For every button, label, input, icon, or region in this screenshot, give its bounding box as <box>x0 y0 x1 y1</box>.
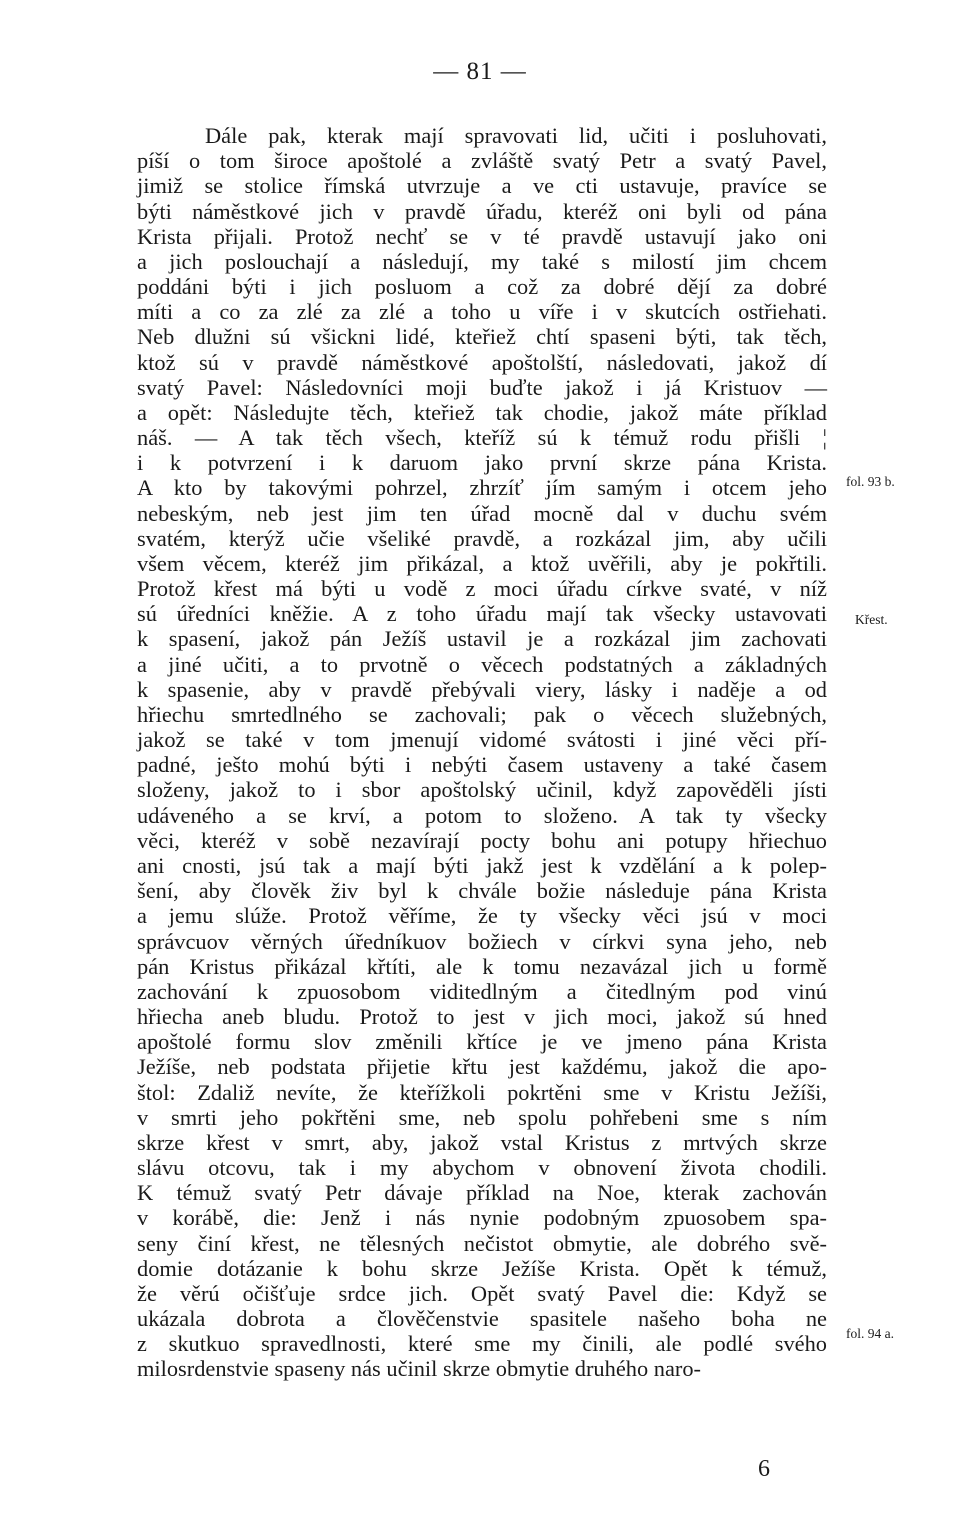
text-line: náš. — A tak těch všech, kteříž sú k témuž rodu přišli ¦ <box>137 425 827 451</box>
text-line: udáveného a se krví, a potom to složeno. A tak ty všecky <box>137 802 827 828</box>
text-line: jimiž se stolice římská utvrzuje a ve cti ustavuje, pravíce se <box>137 173 827 199</box>
text-line: a jemu slúže. Protož věříme, že ty všecky věci jsú v moci <box>137 903 827 929</box>
text-line: nebeským, neb jest jim ten úřad mocně dal v duchu svém <box>137 500 827 526</box>
margin-note-krest: Křest. <box>855 612 888 627</box>
text-line: zachování k zpuosobom viditedlným a čitedlným pod vinú <box>137 978 827 1004</box>
text-line: všem věcem, kteréž jim přikázal, a ktož uvěřili, aby je pokřtili. <box>137 550 827 576</box>
text-line: k spasenie, aby v pravdě přebývali viery, lásky i naděje a od <box>137 676 827 702</box>
text-line: slávu otcovu, tak i my abychom v obnovení života chodili. <box>137 1155 827 1181</box>
text-line: hřiecha aneb bludu. Protož to jest v jich moci, jakož sú hned <box>137 1004 827 1030</box>
text-line: v smrti jeho pokřtěni sme, neb spolu pohřebeni sme s ním <box>137 1104 827 1130</box>
text-line: že věrú očišťuje srdce jich. Opět svatý Pavel die: Když se <box>137 1280 827 1306</box>
text-line: v korábě, die: Jenž i nás nynie podobným zpuosobem spa- <box>137 1205 827 1231</box>
text-line: a opět: Následujte těch, kteřiež tak chodie, jakož máte příklad <box>137 399 827 425</box>
page-number-header: — 81 — <box>433 58 527 85</box>
text-line: píší o tom široce apoštolé a zvláště svatý Petr a svatý Pavel, <box>137 148 827 174</box>
text-line: pán Kristus přikázal křtíti, ale k tomu nezavázal jich u formě <box>137 953 827 979</box>
text-line: a jiné učiti, a to prvotně o věcech podstatných a základných <box>137 651 827 677</box>
margin-note-fol-93b: fol. 93 b. <box>846 474 895 489</box>
text-line: poddáni býti i jich posluom a což za dobré dějí za dobré <box>137 274 827 300</box>
text-line: K témuž svatý Petr dávaje příklad na Noe, kterak zachován <box>137 1180 827 1206</box>
text-line: svatý Pavel: Následovníci moji buďte jakož i já Kristuov — <box>137 374 827 400</box>
text-line: svatém, kterýž učie všeliké pravdě, a rozkázal jim, aby učili <box>137 525 827 551</box>
text-line: a jich poslouchají a následují, my také s milostí jim chcem <box>137 248 827 274</box>
text-line: z skutkuo spravedlnosti, které sme my činili, ale podlé svého <box>137 1331 827 1357</box>
text-line: Protož křest má býti u vodě z moci úřadu církve svaté, v níž <box>137 576 827 602</box>
text-line: domie dotázanie k bohu skrze Ježíše Krista. Opět k témuž, <box>137 1255 827 1281</box>
printer-signature-mark: 6 <box>758 1456 770 1482</box>
text-line: Neb dlužni sú všickni lidé, kteřiež chtí spaseni býti, tak těch, <box>137 324 827 350</box>
text-line: k spasení, jakož pán Ježíš ustavil je a rozkázal jim zachovati <box>137 626 827 652</box>
text-line: seny činí křest, ne tělesných nečistot obmytie, ale dobrého svě- <box>137 1230 827 1256</box>
text-line: míti a co za zlé za zlé a toho u víře i v skutcích ostřiehati. <box>137 299 827 325</box>
body-text <box>137 123 827 1382</box>
text-line: složeny, jakož to i sbor apoštolský učinil, když zapověděli jísti <box>137 777 827 803</box>
text-line: padné, ješto mohú býti i nebýti časem ustaveny a také časem <box>137 752 827 778</box>
text-line: Krista přijali. Protož nechť se v té pravdě ustavují jako oni <box>137 223 827 249</box>
text-line: ktož sú v pravdě náměstkové apoštolští, následovati, jakož dí <box>137 349 827 375</box>
text-line: i k potvrzení i k daruom jako první skrze pána Krista. <box>137 450 827 476</box>
text-line: věci, kteréž v sobě nezavírají pocty bohu ani potupy hřiechuo <box>137 827 827 853</box>
text-line: Dále pak, kterak mají spravovati lid, učiti i posluhovati, <box>205 123 827 148</box>
margin-note-fol-94a: fol. 94 a. <box>846 1326 894 1341</box>
text-line: skrze křest v smrt, aby, jakož vstal Kristus z mrtvých skrze <box>137 1129 827 1155</box>
text-line: býti náměstkové jich v pravdě úřadu, kteréž oni byli od pána <box>137 198 827 224</box>
text-line: jakož se také v tom jmenují vidomé svátosti i jiné věci pří- <box>137 727 827 753</box>
text-line: hřiechu smrtedlného se zachovali; pak o věcech služebných, <box>137 701 827 727</box>
text-line: sú úředníci kněžie. A z toho úřadu mají tak všecky ustavovati <box>137 601 827 627</box>
text-line: A kto by takovými pohrzel, zhrzíť jím samým i otcem jeho <box>137 475 827 501</box>
text-line: ani cnosti, jsú tak a mají býti jakž jest k vzdělání a k polep- <box>137 852 827 878</box>
text-line: ukázala dobrota a člověčenstvie spasitele našeho boha ne <box>137 1306 827 1332</box>
text-line: šení, aby člověk živ byl k chvále božie následuje pána Krista <box>137 878 827 904</box>
text-line: Ježíše, neb podstata přijetie křtu jest každému, jakož die apo- <box>137 1054 827 1080</box>
text-line: štol: Zdaliž nevíte, že kteřížkoli pokrtěni sme v Kristu Ježíši, <box>137 1079 827 1105</box>
text-line: správcuov věrných úředníkuov božiech v církvi syna jeho, neb <box>137 928 827 954</box>
text-line: milosrdenstvie spaseny nás učinil skrze obmytie druhého naro- <box>137 1356 701 1382</box>
text-line: apoštolé formu slov změnili křtíce je ve jmeno pána Krista <box>137 1029 827 1055</box>
